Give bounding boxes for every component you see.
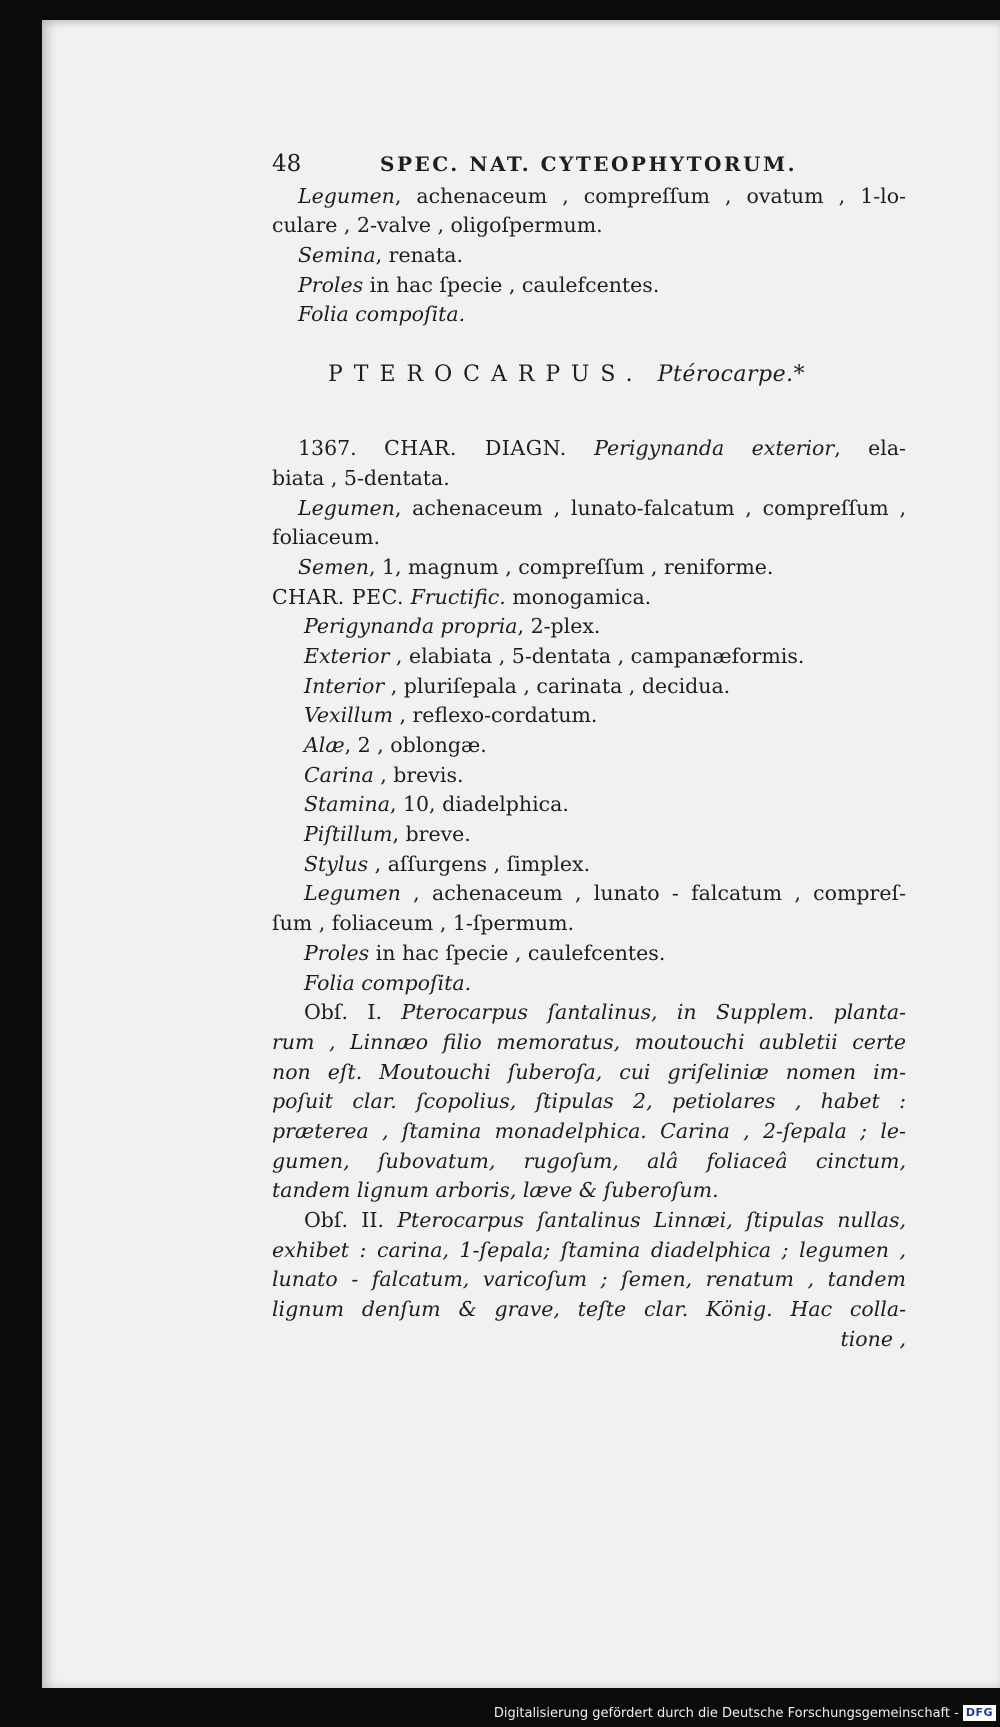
diagn-line-4: foliaceum.: [272, 525, 381, 550]
obs1-line-5: præterea , ſtamina monadelphica. Carina , 2-ſepala ; le-: [272, 1118, 906, 1143]
prev-semina: Semina, renata.: [298, 243, 463, 268]
obs2-line-2: exhibet : carina, 1-ſepala; ſtamina diadelphica ; legumen ,: [272, 1237, 906, 1262]
obs2-line-1: Obſ. II. Pterocarpus ſantalinus Linnæi, ſtipulas nullas,: [304, 1208, 906, 1233]
pec-item: Piſtillum, breve.: [304, 822, 471, 847]
prev-proles: Proles in hac ſpecie , caulefcentes.: [298, 272, 660, 297]
diagn-line-5: Semen, 1, magnum , compreſſum , reniforme.: [298, 554, 774, 579]
running-title: SPEC. NAT. CYTEOPHYTORUM.: [380, 152, 798, 176]
diagn-line-2: biata , 5-dentata.: [272, 465, 450, 490]
obs2-line-5: tione ,: [840, 1326, 906, 1351]
diagn-line-1: 1367. CHAR. DIAGN. Perigynanda exterior, ela-: [298, 436, 906, 461]
diagn-line-3: Legumen, achenaceum , lunato-falcatum , compreſſum ,: [298, 495, 906, 520]
obs1-line-2: rum , Linnæo filio memoratus, moutouchi aubletii certe: [272, 1029, 906, 1054]
footer-credit: Digitalisierung gefördert durch die Deutsche Forschungsgemeinschaft -: [493, 1705, 959, 1721]
obs1-line-6: gumen, ſubovatum, rugoſum, alâ foliaceâ cinctum,: [272, 1148, 906, 1173]
pec-legumen-line-1: Legumen , achenaceum , lunato - falcatum , compreſ-: [304, 881, 906, 906]
genus-french-name: Ptérocarpe.*: [657, 362, 806, 388]
page-text: [272, 150, 906, 1354]
dfg-logo: DFG: [963, 1705, 996, 1721]
obs1-line-1: Obſ. I. Pterocarpus ſantalinus, in Supplem. planta-: [304, 1000, 906, 1025]
digitization-footer: [494, 1705, 996, 1721]
pec-item: Exterior , elabiata , 5-dentata , campanæformis.: [304, 643, 805, 668]
page-number: 48: [272, 151, 302, 177]
pec-item: Stylus , aſſurgens , ſimplex.: [304, 851, 591, 876]
pec-legumen-line-2: ſum , foliaceum , 1-ſpermum.: [272, 911, 575, 936]
genus-name: PTEROCARPUS.: [328, 362, 644, 388]
pec-proles: Proles in hac ſpecie , caulefcentes.: [304, 940, 666, 965]
pec-heading: CHAR. PEC. Fructific. monogamica.: [272, 584, 652, 609]
obs1-line-4: poſuit clar. ſcopolius, ſtipulas 2, petiolares , habet :: [272, 1089, 906, 1114]
prev-legumen-line-1: Legumen, achenaceum , compreſſum , ovatum , 1-lo-: [298, 183, 906, 208]
genus-heading: [272, 360, 906, 406]
running-header: [272, 150, 906, 180]
pec-item: Vexillum , reflexo-cordatum.: [304, 703, 598, 728]
pec-item: Stamina, 10, diadelphica.: [304, 792, 569, 817]
pec-folia: Folia compoſita.: [304, 970, 472, 995]
pec-item: Carina , brevis.: [304, 762, 464, 787]
pec-item: Interior , pluriſepala , carinata , decidua.: [304, 673, 731, 698]
obs2-line-3: lunato - falcatum, varicoſum ; ſemen, renatum , tandem: [272, 1267, 906, 1292]
prev-legumen-line-2: culare , 2-valve , oligoſpermum.: [272, 213, 603, 238]
prev-folia: Folia compoſita.: [298, 302, 466, 327]
obs1-line-3: non eſt. Moutouchi ſuberoſa, cui griſeliniæ nomen im-: [272, 1059, 906, 1084]
obs1-line-7: tandem lignum arboris, læve & ſuberoſum.: [272, 1178, 719, 1203]
pec-item: Perigynanda propria, 2-plex.: [304, 614, 601, 639]
obs2-line-4: lignum denſum & grave, teſte clar. König. Hac colla-: [272, 1297, 906, 1322]
pec-item: Alæ, 2 , oblongæ.: [304, 733, 487, 758]
